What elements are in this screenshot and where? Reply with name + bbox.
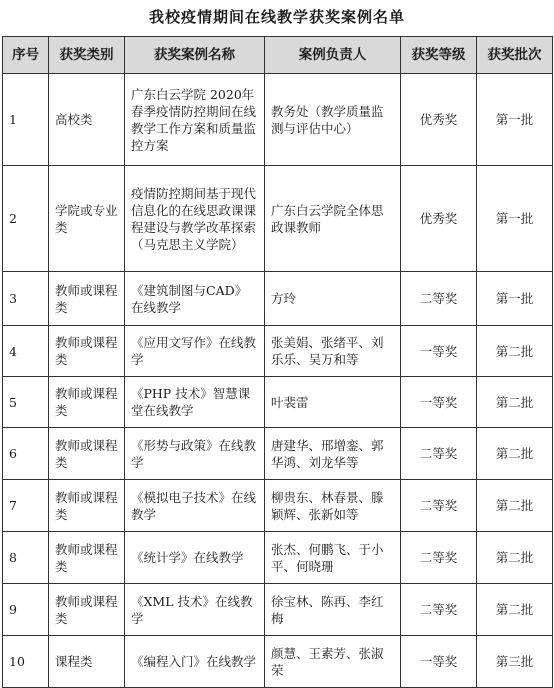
cell-level: 二等奖 (401, 428, 477, 480)
cell-batch: 第二批 (477, 377, 553, 428)
cell-level: 一等奖 (401, 377, 477, 428)
cell-case: 《编程入门》在线教学 (125, 636, 265, 688)
cell-owner: 柳贵东、林春景、滕颖辉、张新如等 (265, 480, 401, 532)
cell-type: 高校类 (49, 74, 125, 166)
cell-level: 二等奖 (401, 272, 477, 326)
cell-batch: 第三批 (477, 636, 553, 688)
cell-batch: 第二批 (477, 532, 553, 584)
header-case: 获奖案例名称 (125, 37, 265, 74)
table-row (3, 532, 553, 584)
award-table (2, 36, 553, 688)
header-batch: 获奖批次 (477, 37, 553, 74)
cell-batch: 第二批 (477, 480, 553, 532)
cell-seq: 7 (3, 480, 49, 532)
cell-owner: 张杰、何鹏飞、于小平、何晓珊 (265, 532, 401, 584)
cell-case: 《应用文写作》在线教学 (125, 326, 265, 377)
table-row (3, 272, 553, 326)
cell-type: 课程类 (49, 636, 125, 688)
cell-batch: 第一批 (477, 166, 553, 272)
cell-seq: 4 (3, 326, 49, 377)
cell-seq: 5 (3, 377, 49, 428)
cell-batch: 第二批 (477, 428, 553, 480)
cell-type: 教师或课程类 (49, 272, 125, 326)
header-type: 获奖类别 (49, 37, 125, 74)
table-row (3, 377, 553, 428)
cell-case: 《XML 技术》在线教学 (125, 584, 265, 636)
cell-seq: 8 (3, 532, 49, 584)
cell-level: 优秀奖 (401, 74, 477, 166)
cell-type: 教师或课程类 (49, 584, 125, 636)
document-title: 我校疫情期间在线教学获奖案例名单 (148, 8, 405, 26)
header-level: 获奖等级 (401, 37, 477, 74)
cell-seq: 1 (3, 74, 49, 166)
table-row (3, 166, 553, 272)
cell-owner: 教务处（教学质量监测与评估中心） (265, 74, 401, 166)
header-seq: 序号 (3, 37, 49, 74)
header-row (3, 37, 553, 74)
table-header (3, 37, 553, 74)
cell-seq: 3 (3, 272, 49, 326)
cell-owner: 徐宝林、陈再、李红梅 (265, 584, 401, 636)
cell-type: 教师或课程类 (49, 428, 125, 480)
cell-owner: 方玲 (265, 272, 401, 326)
table-row (3, 326, 553, 377)
cell-owner: 叶裴雷 (265, 377, 401, 428)
cell-level: 优秀奖 (401, 166, 477, 272)
cell-case: 广东白云学院 2020年春季疫情防控期间在线教学工作方案和质量监控方案 (125, 74, 265, 166)
cell-case: 《模拟电子技术》在线教学 (125, 480, 265, 532)
cell-type: 教师或课程类 (49, 532, 125, 584)
cell-batch: 第二批 (477, 326, 553, 377)
cell-level: 一等奖 (401, 326, 477, 377)
cell-level: 二等奖 (401, 480, 477, 532)
cell-case: 《形势与政策》在线教学 (125, 428, 265, 480)
table-row (3, 584, 553, 636)
cell-seq: 2 (3, 166, 49, 272)
cell-owner: 广东白云学院全体思政课教师 (265, 166, 401, 272)
cell-seq: 6 (3, 428, 49, 480)
cell-owner: 颜慧、王素芳、张淑荣 (265, 636, 401, 688)
cell-batch: 第一批 (477, 272, 553, 326)
table-row (3, 428, 553, 480)
cell-type: 教师或课程类 (49, 326, 125, 377)
cell-owner: 张美娟、张绪平、刘乐乐、吴万和等 (265, 326, 401, 377)
table-row (3, 480, 553, 532)
cell-level: 二等奖 (401, 532, 477, 584)
header-owner: 案例负责人 (265, 37, 401, 74)
cell-batch: 第二批 (477, 584, 553, 636)
cell-level: 一等奖 (401, 636, 477, 688)
cell-batch: 第一批 (477, 74, 553, 166)
cell-case: 《统计学》在线教学 (125, 532, 265, 584)
table-row (3, 74, 553, 166)
cell-case: 《PHP 技术》智慧课堂在线教学 (125, 377, 265, 428)
cell-type: 教师或课程类 (49, 377, 125, 428)
cell-type: 学院或专业类 (49, 166, 125, 272)
cell-level: 二等奖 (401, 584, 477, 636)
cell-case: 《建筑制图与CAD》在线教学 (125, 272, 265, 326)
cell-owner: 唐建华、邢增銮、郭华鸿、刘龙华等 (265, 428, 401, 480)
table-row (3, 636, 553, 688)
table-body (3, 74, 553, 688)
cell-case: 疫情防控期间基于现代信息化的在线思政课课程建设与教学改革探索（马克思主义学院） (125, 166, 265, 272)
cell-type: 教师或课程类 (49, 480, 125, 532)
cell-seq: 10 (3, 636, 49, 688)
cell-seq: 9 (3, 584, 49, 636)
